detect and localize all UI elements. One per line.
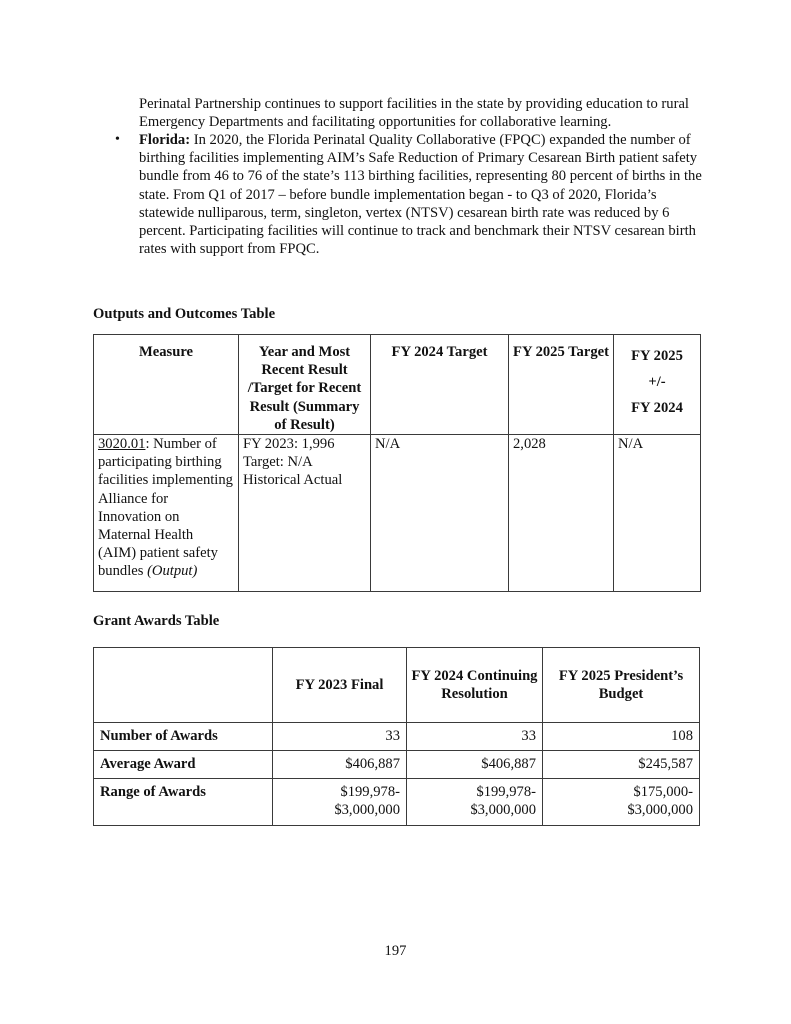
range-high: $3,000,000: [334, 802, 400, 819]
continuation-paragraph: Perinatal Partnership continues to support facilities in the state by providing education to rural Emergency Departments and facilitating opportunities for collaborative learning.: [139, 96, 689, 131]
table-row: [94, 779, 700, 826]
range-low: $199,978-: [340, 784, 400, 800]
row-label-average-award: Average Award: [94, 751, 273, 779]
table-header-row: [94, 648, 700, 723]
header-difference: [614, 335, 701, 435]
range-low: $175,000-: [633, 784, 693, 800]
result-line-2: Target: N/A: [243, 454, 313, 471]
cell-recent-result: [239, 435, 371, 592]
cell-measure: [94, 435, 239, 592]
header-fy2023-final: FY 2023 Final: [273, 648, 407, 723]
table-row: [94, 751, 700, 779]
cell-difference: N/A: [614, 435, 701, 592]
header-fy2025-target: FY 2025 Target: [509, 335, 614, 435]
outputs-table-title: Outputs and Outcomes Table: [93, 306, 276, 322]
grant-table-title: Grant Awards Table: [93, 613, 220, 629]
header-diff-line2: +/-: [648, 374, 666, 390]
result-line-3: Historical Actual: [243, 472, 343, 489]
measure-id-link[interactable]: 3020.01: [98, 436, 146, 453]
bullet-label: Florida:: [139, 132, 191, 148]
header-measure: Measure: [94, 335, 239, 435]
cell-fy2025-target: 2,028: [509, 435, 614, 592]
bullet-text: In 2020, the Florida Perinatal Quality Collaborative (FPQC) expanded the number of birthing facilities implementing AIM’s Safe Reduction of Primary Cesarean Birth patient safety bundle from 46 to 76 of the state’s 113 birthing facilities, representing 80 percent of births in the state. From Q1 of 2017 – before bundle implementation began - to Q3 of 2020, Florida’s statewide nulliparous, term, singleton, vertex (NTSV) cesarean birth rate was reduced by 6 percent. Participating facilities will continue to track and benchmark their NTSV cesarean birth rates with support from FPQC.: [139, 132, 702, 258]
table-row: [94, 723, 700, 751]
result-line-1: FY 2023: 1,996: [243, 436, 335, 453]
bullet-icon: •: [115, 132, 120, 147]
florida-bullet: [139, 131, 704, 258]
cell-fy2024-target: N/A: [371, 435, 509, 592]
grant-awards-table: [93, 647, 700, 826]
cell-value: [273, 779, 407, 826]
cell-value: 33: [273, 723, 407, 751]
cell-value: $406,887: [273, 751, 407, 779]
table-header-row: [94, 335, 701, 435]
header-recent-result: Year and Most Recent Result /Target for Recent Result (Summary of Result): [239, 335, 371, 435]
row-label-range-of-awards: Range of Awards: [94, 779, 273, 826]
measure-text: : Number of participating birthing facilities implementing Alliance for Innovation on Maternal Health (AIM) patient safety bundles: [98, 436, 233, 580]
cell-value: 108: [543, 723, 700, 751]
cell-value: 33: [407, 723, 543, 751]
header-fy2025-pb: FY 2025 President’s Budget: [543, 648, 700, 723]
row-label-number-of-awards: Number of Awards: [94, 723, 273, 751]
cell-value: [543, 779, 700, 826]
range-low: $199,978-: [476, 784, 536, 800]
cell-value: $406,887: [407, 751, 543, 779]
header-fy2024-cr: FY 2024 Continuing Resolution: [407, 648, 543, 723]
measure-type: (Output): [147, 563, 198, 580]
page-number: 197: [384, 943, 407, 959]
header-blank: [94, 648, 273, 723]
table-row: [94, 435, 701, 592]
cell-value: $245,587: [543, 751, 700, 779]
header-fy2024-target: FY 2024 Target: [371, 335, 509, 435]
outputs-outcomes-table: [93, 334, 701, 592]
range-high: $3,000,000: [627, 802, 693, 819]
cell-value: [407, 779, 543, 826]
range-high: $3,000,000: [470, 802, 536, 819]
header-diff-line1: FY 2025: [631, 348, 683, 364]
header-diff-line3: FY 2024: [631, 400, 683, 416]
